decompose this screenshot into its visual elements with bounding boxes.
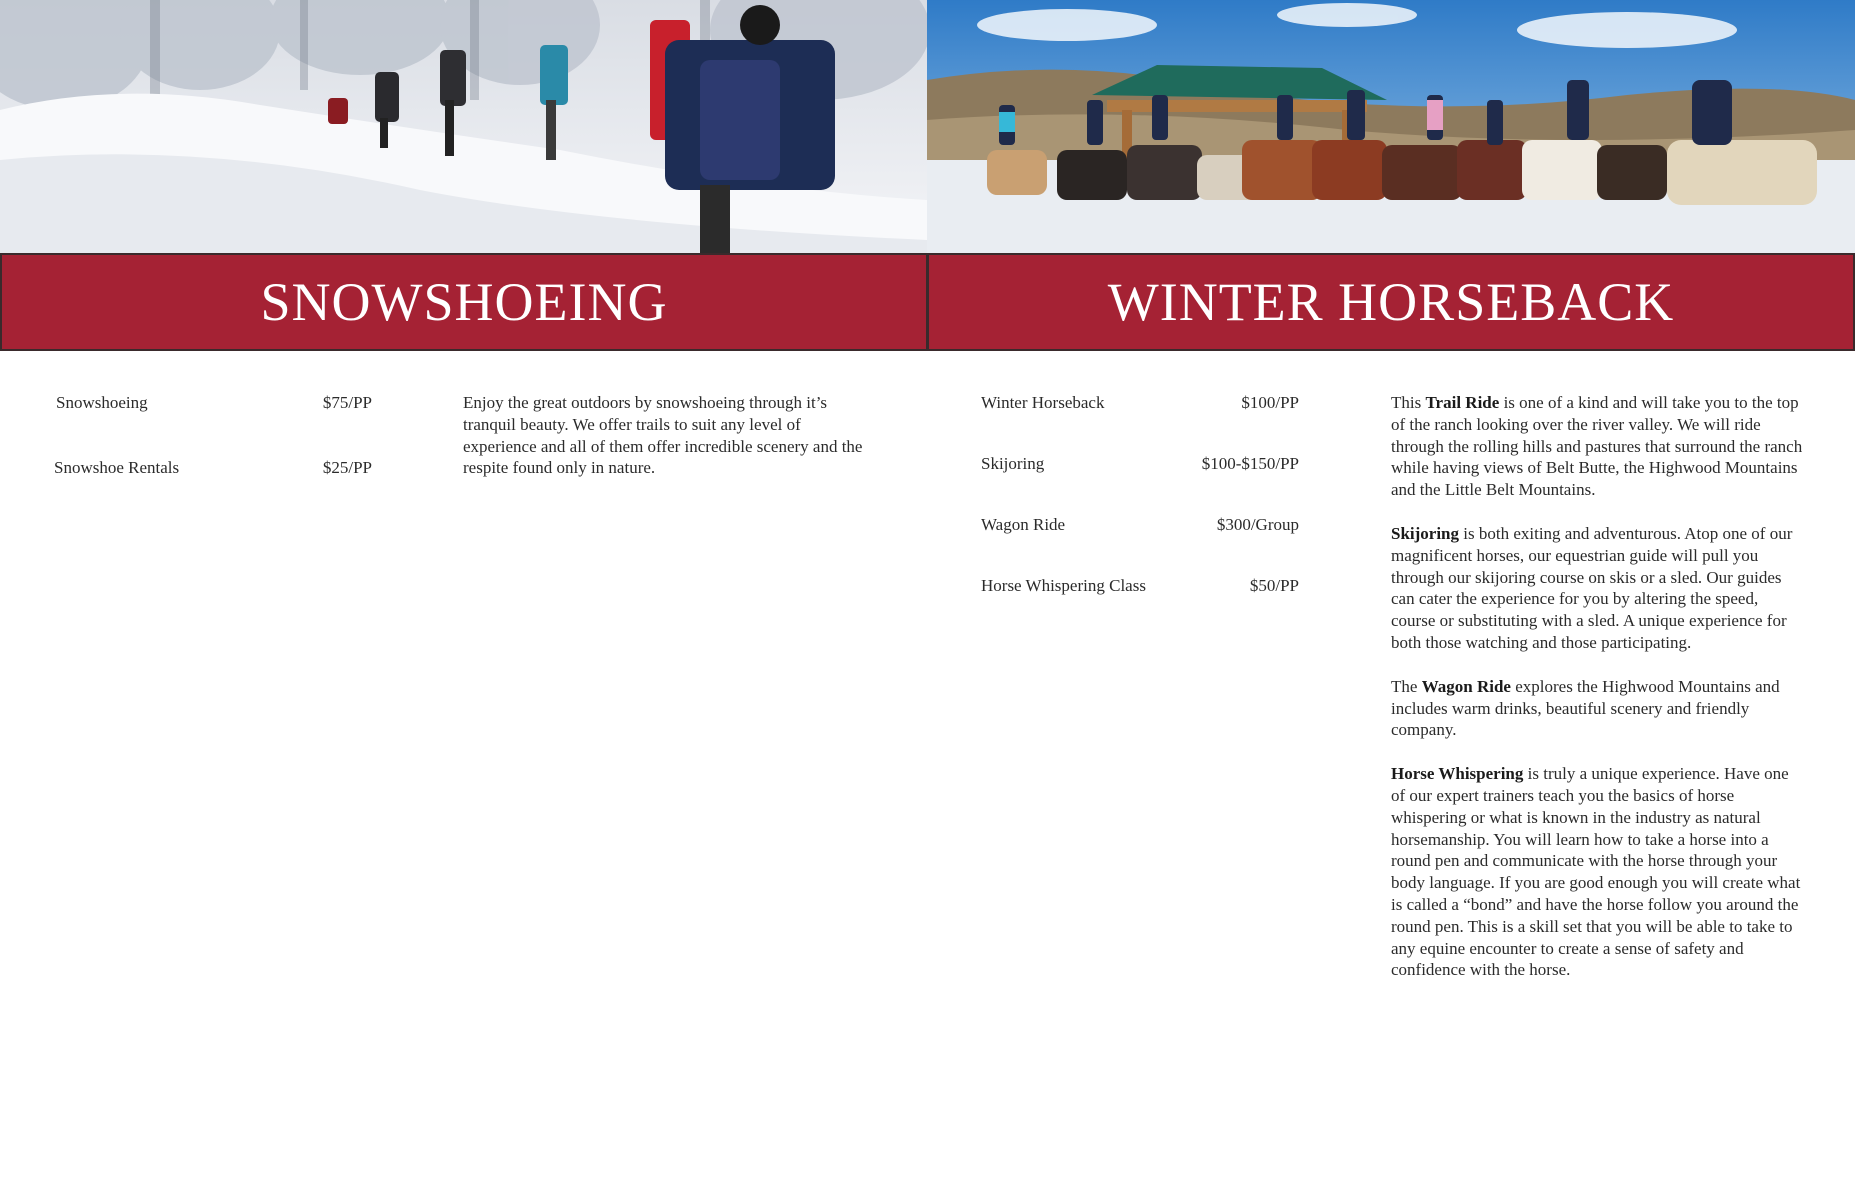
- price-item-name: Skijoring: [981, 454, 1045, 473]
- snowshoeing-description: [463, 392, 871, 501]
- winter-horseback-title: WINTER HORSEBACK: [1107, 272, 1675, 332]
- price-item-name: Snowshoeing: [56, 393, 148, 412]
- horseback-riders-photo: [927, 0, 1855, 253]
- trail-ride-term: Trail Ride: [1425, 393, 1500, 412]
- trail-ride-paragraph: This Trail Ride is one of a kind and will take you to the top of the ranch looking over the river valley. We will ride through the rolling hills and pastures that surround the ranch while having views of Belt Butte, the Highwood Mountains and the Little Belt Mountains.: [1391, 393, 1803, 500]
- skijoring-term: Skijoring: [1391, 523, 1460, 543]
- snowshoeing-description-text: Enjoy the great outdoors by snowshoeing through it’s tranquil beauty. We offer trails to suit any level of experience and all of them offer incredible scenery and the respite found only in nature.: [463, 393, 863, 478]
- snowshoeing-photo: [0, 0, 927, 253]
- price-item-price: $100-$150/PP: [1201, 454, 1299, 473]
- wagon-ride-paragraph: The Wagon Ride explores the Highwood Mountains and includes warm drinks, beautiful scenery and friendly company.: [1391, 676, 1780, 740]
- snowshoeing-banner: [0, 253, 928, 351]
- horse-whispering-term: Horse Whispering: [1391, 764, 1524, 784]
- price-item-price: $75/PP: [322, 393, 372, 412]
- price-item-name: Horse Whispering Class: [981, 576, 1146, 595]
- price-item-name: Wagon Ride: [981, 515, 1066, 534]
- winter-horseback-banner: [927, 253, 1855, 351]
- wagon-ride-term: Wagon Ride: [1421, 676, 1511, 696]
- price-item-name: Winter Horseback: [981, 393, 1105, 412]
- price-item-price: $100/PP: [1241, 393, 1299, 412]
- horseback-descriptions: [1391, 392, 1803, 1003]
- skijoring-paragraph: Skijoring is both exiting and adventurous. Atop one of our magnificent horses, our equestrian guide will pull you through our skijoring course on skis or a sled. Our guides can cater the experience for you by altering the speed, course or substituting with a sled. A unique experience for both those watching and those participating.: [1391, 523, 1793, 652]
- price-item-price: $300/Group: [1216, 515, 1299, 534]
- price-item-price: $25/PP: [322, 458, 372, 477]
- snowshoeing-title: SNOWSHOEING: [260, 272, 668, 332]
- horse-whispering-paragraph: Horse Whispering is truly a unique experience. Have one of our expert trainers teach you the basics of horse whispering or what is known in the industry as natural horsemanship. You will learn how to take a horse into a round pen and communicate with the horse through your body language. If you are good enough you will create what is called a “bond” and have the horse follow you around the round pen. This is a skill set that you will be able to take to any equine encounter to create a sense of safety and confidence with the horse.: [1391, 764, 1801, 980]
- price-item-name: Snowshoe Rentals: [54, 458, 180, 477]
- price-item-price: $50/PP: [1249, 576, 1299, 595]
